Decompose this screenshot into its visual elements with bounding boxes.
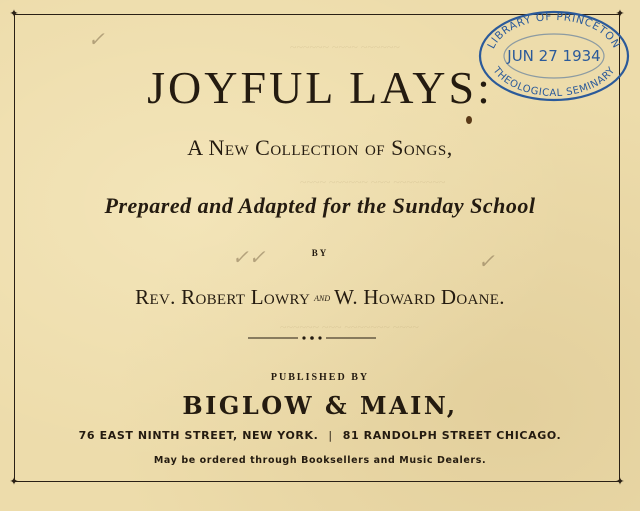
publisher-name: BIGLOW & MAIN, xyxy=(182,391,458,420)
pencil-check-mark: ✓ xyxy=(478,251,495,273)
address-new-york: 76 EAST NINTH STREET, NEW YORK. xyxy=(78,429,319,442)
show-through-text: ~~~~ ~~~~~~ ~~~ ~~~~~~~~ xyxy=(300,175,446,189)
authors-line xyxy=(0,284,640,312)
corner-ornament: ✦ xyxy=(615,476,625,488)
address-chicago: 81 RANDOLPH STREET CHICAGO. xyxy=(342,429,562,442)
prepared-line: Prepared and Adapted for the Sunday School xyxy=(104,193,536,218)
by-label: BY xyxy=(311,248,329,258)
show-through-text: ~~~~~~ ~~~~ ~~~~~~ xyxy=(290,40,400,54)
author-lowry: Rev. Robert Lowry xyxy=(135,285,311,309)
author-doane: W. Howard Doane. xyxy=(334,285,505,309)
publisher-address xyxy=(0,429,640,443)
corner-ornament: ✦ xyxy=(9,476,19,488)
show-through-text: ~~~~~~ ~~~ ~~~~~~~ ~~~~ xyxy=(280,320,419,334)
corner-ornament: ✦ xyxy=(615,8,625,20)
stamp-bottom-text: THEOLOGICAL SEMINARY xyxy=(490,65,618,100)
and-label: AND xyxy=(314,294,331,304)
corner-ornament: ✦ xyxy=(9,8,19,20)
book-subtitle: A New Collection of Songs, xyxy=(187,135,453,160)
ink-spot xyxy=(466,116,472,124)
stamp-date: JUN 27 1934 xyxy=(507,47,601,65)
published-by-label: PUBLISHED BY xyxy=(270,372,370,383)
stamp-top-text: LIBRARY OF PRINCETON xyxy=(485,10,623,51)
library-stamp xyxy=(474,8,634,104)
address-separator: | xyxy=(328,429,333,442)
divider-ornament xyxy=(248,336,376,340)
ordering-note: May be ordered through Booksellers and Music Dealers. xyxy=(153,455,487,466)
pencil-check-mark: ✓✓ xyxy=(232,247,266,269)
pencil-check-mark: ✓ xyxy=(88,29,105,51)
book-title: JOYFUL LAYS: xyxy=(147,62,493,113)
